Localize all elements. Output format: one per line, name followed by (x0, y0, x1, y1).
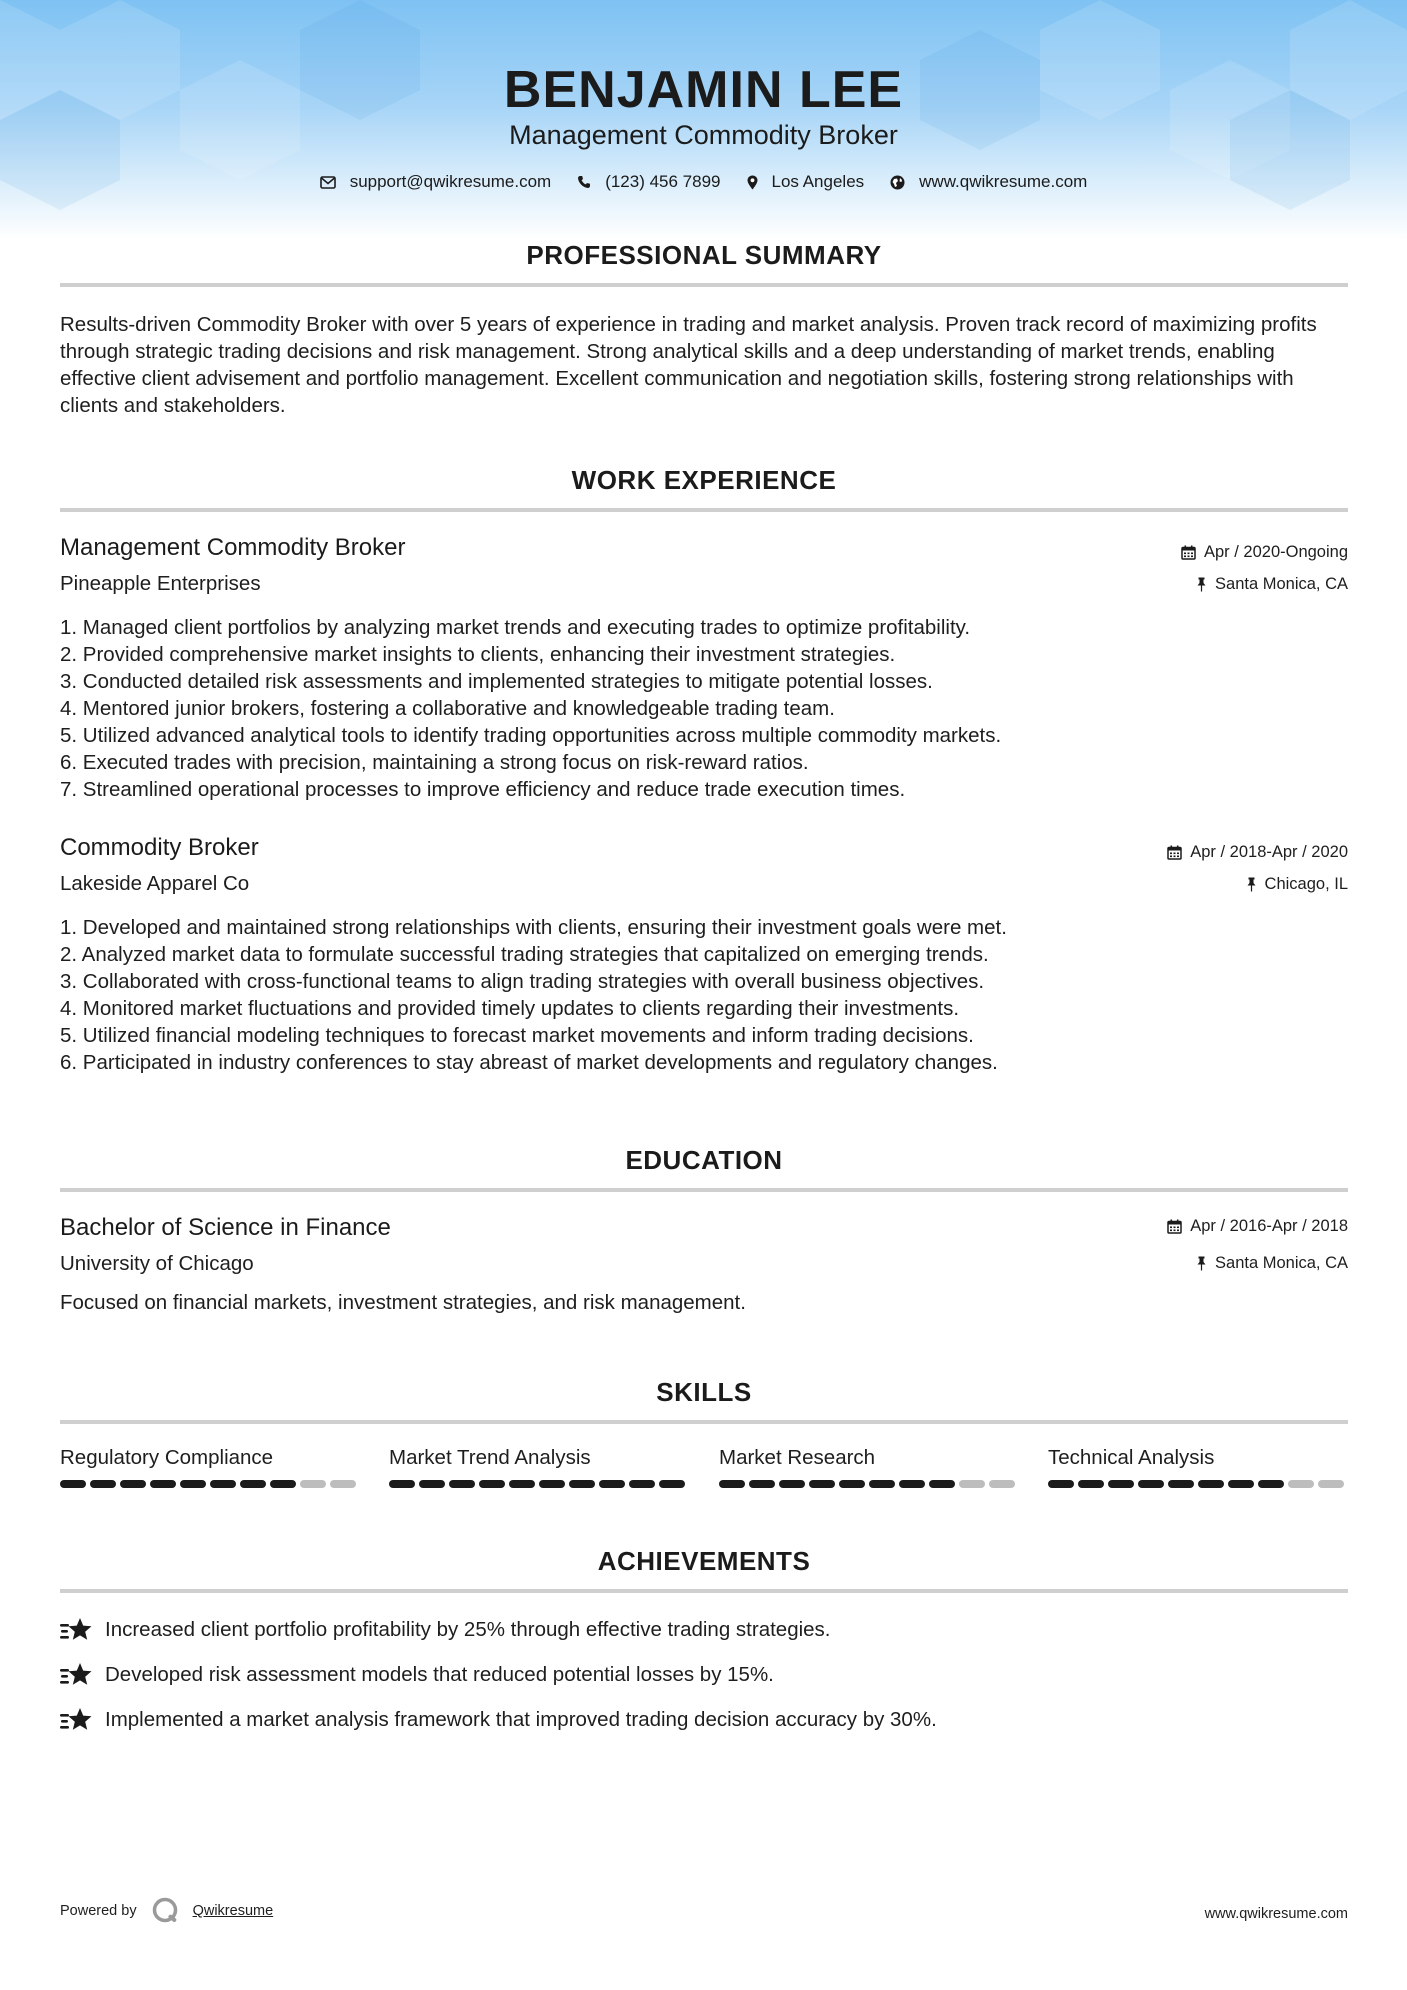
skill-segment-filled (869, 1480, 895, 1488)
education-location (1196, 1254, 1348, 1273)
skill-segment-filled (90, 1480, 116, 1488)
job-bullet-list (60, 914, 1340, 1076)
education-description: Focused on financial markets, investment strategies, and risk management. (60, 1291, 746, 1314)
list-item: 3. Conducted detailed risk assessments and implemented strategies to mitigate potential losses. (60, 670, 933, 693)
school-name: University of Chicago (60, 1252, 254, 1275)
skill-segment-filled (150, 1480, 176, 1488)
website-text: www.qwikresume.com (919, 172, 1088, 191)
skill-segment-filled (60, 1480, 86, 1488)
skill-segment-filled (779, 1480, 805, 1488)
job-title: Management Commodity Broker (60, 534, 406, 561)
skills-divider (60, 1420, 1348, 1424)
job-location (1196, 575, 1348, 594)
footer-powered-by (60, 1896, 273, 1926)
job-title: Commodity Broker (60, 834, 259, 861)
pin-icon (1196, 1256, 1207, 1271)
education-dates-text: Apr / 2016-Apr / 2018 (1190, 1217, 1348, 1235)
qwikresume-link[interactable]: Qwikresume (192, 1903, 274, 1919)
job-company: Lakeside Apparel Co (60, 872, 250, 895)
skill-name: Market Trend Analysis (389, 1446, 591, 1469)
skill-segment-filled (180, 1480, 206, 1488)
achievement-item (60, 1707, 937, 1733)
education-location-text: Santa Monica, CA (1215, 1254, 1348, 1272)
summary-heading: PROFESSIONAL SUMMARY (526, 240, 882, 270)
phone-text: (123) 456 7899 (605, 172, 721, 191)
skill-level-bar (389, 1480, 689, 1488)
location-text: Los Angeles (771, 172, 865, 191)
skill-segment-filled (389, 1480, 415, 1488)
skill-name: Technical Analysis (1048, 1446, 1215, 1469)
skill-segment-filled (569, 1480, 595, 1488)
star-icon (60, 1662, 93, 1688)
footer-website[interactable]: www.qwikresume.com (1204, 1906, 1348, 1922)
degree-title: Bachelor of Science in Finance (60, 1214, 391, 1241)
envelope-icon (320, 176, 336, 189)
skill-segment-filled (719, 1480, 745, 1488)
summary-text: Results-driven Commodity Broker with over 5 years of experience in trading and market analysis. Proven track record of maximizing profits through strategic trading decisions and risk management. Strong analytical skills and a deep understanding of market trends, enabling effective client advisement and portfolio management. Excellent communication and negotiation skills, fostering strong relationships with clients and stakeholders. (60, 313, 1317, 417)
job-location (1246, 875, 1348, 894)
skill-item (1048, 1446, 1348, 1488)
star-icon (60, 1707, 93, 1733)
skill-name: Market Research (719, 1446, 876, 1469)
list-item: 5. Utilized advanced analytical tools to identify trading opportunities across multiple commodity markets. (60, 724, 1002, 747)
calendar-icon (1167, 1219, 1182, 1234)
list-item: 1. Developed and maintained strong relationships with clients, ensuring their investment goals were met. (60, 916, 1007, 939)
list-item: 7. Streamlined operational processes to improve efficiency and reduce trade execution times. (60, 778, 906, 801)
achievement-text: Implemented a market analysis framework that improved trading decision accuracy by 30%. (105, 1708, 937, 1731)
skill-segment-filled (599, 1480, 625, 1488)
skill-segment-filled (1108, 1480, 1134, 1488)
skill-segment-filled (929, 1480, 955, 1488)
skill-segment-filled (1078, 1480, 1104, 1488)
skill-segment-filled (899, 1480, 925, 1488)
skill-item (719, 1446, 1019, 1488)
skill-segment-filled (270, 1480, 296, 1488)
globe-icon (890, 175, 905, 190)
job-location-text: Chicago, IL (1264, 875, 1348, 893)
list-item: 2. Analyzed market data to formulate successful trading strategies that capitalized on emerging trends. (60, 943, 989, 966)
achievement-item (60, 1617, 831, 1643)
achievement-text: Increased client portfolio profitability by 25% through effective trading strategies. (105, 1618, 831, 1641)
achievements-divider (60, 1589, 1348, 1593)
pin-icon (1196, 577, 1207, 592)
skill-segment-empty (1288, 1480, 1314, 1488)
skill-segment-filled (210, 1480, 236, 1488)
skill-item (389, 1446, 689, 1488)
skill-segment-filled (509, 1480, 535, 1488)
education-dates (1167, 1217, 1348, 1236)
contact-location (747, 172, 865, 192)
contact-website[interactable] (890, 172, 1087, 192)
achievements-heading: ACHIEVEMENTS (597, 1546, 811, 1576)
job-bullet-list (60, 614, 1340, 803)
summary-divider (60, 283, 1348, 287)
list-item: 6. Participated in industry conferences to stay abreast of market developments and regulatory changes. (60, 1051, 998, 1074)
skill-segment-filled (1048, 1480, 1074, 1488)
skill-segment-filled (479, 1480, 505, 1488)
skill-segment-filled (240, 1480, 266, 1488)
skill-segment-filled (449, 1480, 475, 1488)
powered-by-label: Powered by (60, 1903, 137, 1919)
list-item: 6. Executed trades with precision, maintaining a strong focus on risk-reward ratios. (60, 751, 809, 774)
list-item: 2. Provided comprehensive market insights to clients, enhancing their investment strategies. (60, 643, 896, 666)
contact-bar (0, 172, 1407, 192)
skill-level-bar (1048, 1480, 1348, 1488)
skill-segment-empty (1318, 1480, 1344, 1488)
skill-name: Regulatory Compliance (60, 1446, 274, 1469)
skill-segment-filled (1168, 1480, 1194, 1488)
skill-segment-filled (1228, 1480, 1254, 1488)
pin-icon (1246, 877, 1257, 892)
experience-heading: WORK EXPERIENCE (571, 465, 837, 495)
list-item: 1. Managed client portfolios by analyzing market trends and executing trades to optimize profitability. (60, 616, 971, 639)
job-company: Pineapple Enterprises (60, 572, 261, 595)
contact-email[interactable] (320, 172, 552, 192)
skill-segment-filled (1138, 1480, 1164, 1488)
job-dates (1181, 543, 1348, 562)
list-item: 3. Collaborated with cross-functional teams to align trading strategies with overall business objectives. (60, 970, 985, 993)
skill-segment-filled (659, 1480, 685, 1488)
education-divider (60, 1188, 1348, 1192)
star-icon (60, 1617, 93, 1643)
skill-level-bar (60, 1480, 360, 1488)
skill-segment-filled (1198, 1480, 1224, 1488)
job-location-text: Santa Monica, CA (1215, 575, 1348, 593)
skill-segment-filled (839, 1480, 865, 1488)
experience-divider (60, 508, 1348, 512)
list-item: 4. Monitored market fluctuations and provided timely updates to clients regarding their investments. (60, 997, 960, 1020)
skill-segment-filled (419, 1480, 445, 1488)
skill-segment-empty (959, 1480, 985, 1488)
candidate-title: Management Commodity Broker (509, 120, 898, 150)
job-dates-text: Apr / 2018-Apr / 2020 (1190, 843, 1348, 861)
job-dates-text: Apr / 2020-Ongoing (1203, 543, 1348, 561)
list-item: 4. Mentored junior brokers, fostering a collaborative and knowledgeable trading team. (60, 697, 835, 720)
skill-segment-filled (1258, 1480, 1284, 1488)
list-item: 5. Utilized financial modeling techniques to forecast market movements and inform trading decisions. (60, 1024, 974, 1047)
skill-segment-empty (330, 1480, 356, 1488)
calendar-icon (1181, 545, 1196, 560)
phone-icon (577, 175, 591, 189)
achievement-item (60, 1662, 774, 1688)
skill-segment-filled (539, 1480, 565, 1488)
email-text: support@qwikresume.com (349, 172, 552, 191)
skill-segment-empty (300, 1480, 326, 1488)
skills-heading: SKILLS (656, 1377, 752, 1407)
skill-segment-filled (629, 1480, 655, 1488)
calendar-icon (1167, 845, 1182, 860)
skill-segment-filled (749, 1480, 775, 1488)
candidate-name: BENJAMIN LEE (503, 61, 904, 119)
skill-segment-empty (989, 1480, 1015, 1488)
skill-level-bar (719, 1480, 1019, 1488)
skill-segment-filled (120, 1480, 146, 1488)
skill-segment-filled (809, 1480, 835, 1488)
map-marker-icon (747, 175, 758, 190)
contact-phone[interactable] (577, 172, 720, 192)
education-heading: EDUCATION (625, 1145, 783, 1175)
skill-item (60, 1446, 360, 1488)
job-dates (1167, 843, 1348, 862)
achievement-text: Developed risk assessment models that reduced potential losses by 15%. (105, 1663, 774, 1686)
qwikresume-logo-icon (151, 1896, 181, 1926)
